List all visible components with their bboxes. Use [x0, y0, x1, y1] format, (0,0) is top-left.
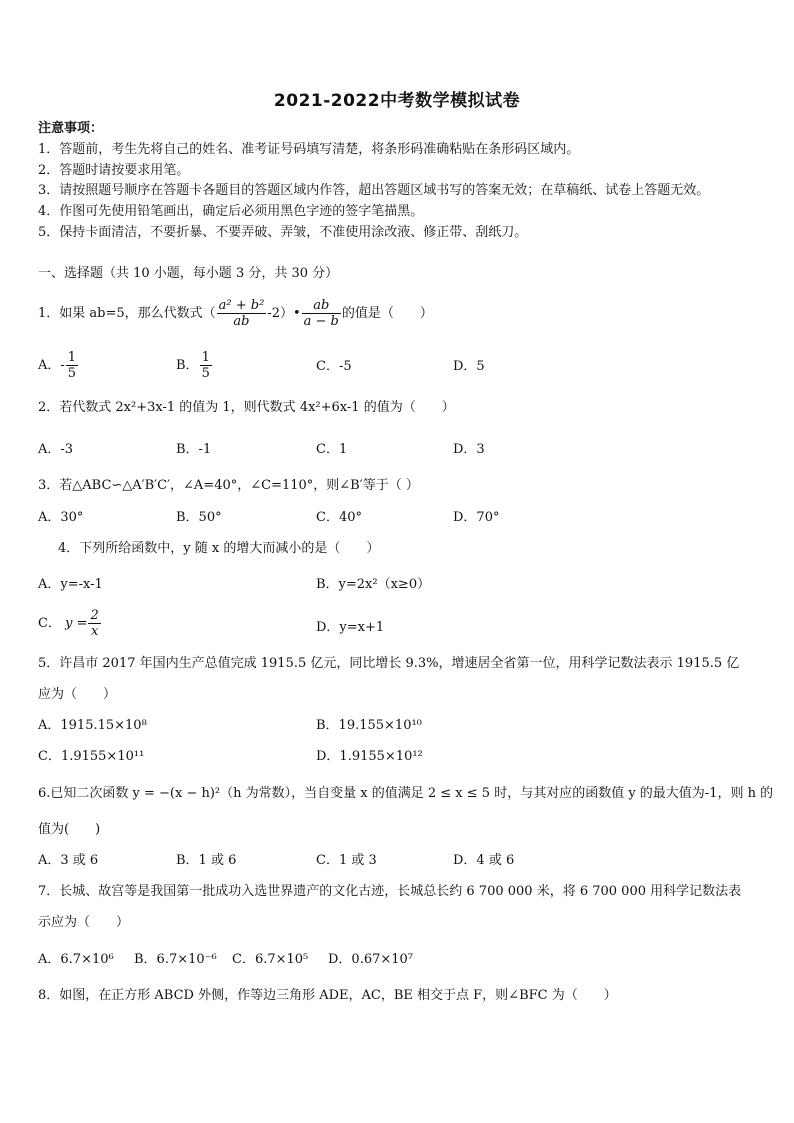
q4-option-b: B．y=2x²（x≥0） [316, 577, 431, 592]
q2-option-b: B．-1 [176, 442, 212, 457]
q4-c-denominator: x [90, 624, 99, 639]
notice-item-4: 4．作图可先使用铅笔画出，确定后必须用黑色字迹的签字笔描黑。 [38, 204, 424, 219]
q1-a-label: A．- [38, 358, 65, 373]
q3-option-c: C．40° [316, 510, 362, 525]
q6-option-d: D．4 或 6 [453, 853, 515, 868]
q1-mid: -2）• [267, 306, 301, 321]
q1-option-c: C．-5 [316, 359, 352, 374]
question-1-stem [38, 298, 433, 329]
q6-option-b: B．1 或 6 [176, 853, 237, 868]
q5-option-a: A．1915.15×10⁸ [38, 718, 147, 733]
question-8-stem: 8．如图，在正方形 ABCD 外侧，作等边三角形 ADE，AC，BE 相交于点 F，则∠BFC 为（ ） [38, 988, 617, 1003]
q1-b-fraction [200, 350, 212, 381]
q4-option-c [38, 608, 102, 639]
q4-c-lhs: y = [65, 616, 88, 631]
question-7-stem-line-2: 示应为（ ） [38, 915, 130, 930]
q7-option-c: C．6.7×10⁵ [232, 952, 309, 967]
q1-option-d: D．5 [453, 359, 485, 374]
q1-suffix: 的值是（ ） [341, 306, 433, 321]
notice-heading: 注意事项： [38, 121, 104, 136]
q2-option-d: D．3 [453, 442, 485, 457]
q3-option-b: B．50° [176, 510, 222, 525]
notice-item-3: 3．请按照题号顺序在答题卡各题目的答题区域内作答，超出答题区域书写的答案无效；在草稿纸、试卷上答题无效。 [38, 183, 710, 198]
q1-frac2-denominator: a − b [303, 314, 339, 329]
question-5-stem-line-1: 5．许昌市 2017 年国内生产总值完成 1915.5 亿元，同比增长 9.3%，增速居全省第一位，用科学记数法表示 1915.5 亿 [38, 656, 740, 671]
q4-c-fraction [88, 608, 100, 639]
q1-b-label: B． [176, 358, 199, 373]
q4-option-a: A．y=-x-1 [38, 577, 103, 592]
q6-option-a: A．3 或 6 [38, 853, 99, 868]
question-3-stem: 3．若△ABC∽△A′B′C′，∠A=40°，∠C=110°，则∠B′等于（ ） [38, 478, 419, 493]
q4-option-d: D．y=x+1 [316, 620, 385, 635]
section-heading: 一、选择题（共 10 小题，每小题 3 分，共 30 分） [38, 266, 339, 281]
q1-frac1-numerator: a² + b² [218, 298, 265, 313]
q1-fraction-2 [302, 298, 341, 329]
question-6-stem-line-2: 值为( ) [38, 822, 101, 837]
notice-item-1: 1．答题前，考生先将自己的姓名、准考证号码填写清楚，将条形码准确粘贴在条形码区域内。 [38, 142, 580, 157]
q7-option-b: B．6.7×10⁻⁶ [134, 952, 217, 967]
q1-option-a [38, 350, 79, 381]
q5-option-b: B．19.155×10¹⁰ [316, 718, 422, 733]
q5-option-d: D．1.9155×10¹² [316, 749, 423, 764]
q4-c-label: C． [38, 616, 61, 631]
q7-option-a: A．6.7×10⁶ [38, 952, 114, 967]
q5-option-c: C．1.9155×10¹¹ [38, 749, 145, 764]
q7-option-d: D．0.67×10⁷ [328, 952, 414, 967]
q3-option-d: D．70° [453, 510, 500, 525]
q1-fraction-1 [217, 298, 267, 329]
q1-a-denominator: 5 [67, 366, 77, 381]
q1-a-fraction [66, 350, 78, 381]
q1-prefix: 1．如果 ab=5，那么代数式（ [38, 306, 216, 321]
exam-title: 2021-2022中考数学模拟试卷 [273, 91, 521, 111]
q1-option-b [176, 350, 213, 381]
q1-a-numerator: 1 [67, 350, 77, 365]
question-7-stem-line-1: 7．长城、故宫等是我国第一批成功入选世界遗产的文化古迹，长城总长约 6 700 000 米，将 6 700 000 用科学记数法表 [38, 884, 742, 899]
q3-option-a: A．30° [38, 510, 84, 525]
question-2-stem: 2．若代数式 2x²+3x-1 的值为 1，则代数式 4x²+6x-1 的值为（ ） [38, 400, 455, 415]
q1-frac2-numerator: ab [302, 298, 341, 314]
notice-item-2: 2．答题时请按要求用笔。 [38, 163, 190, 178]
q6-option-c: C．1 或 3 [316, 853, 377, 868]
question-4-stem: 4．下列所给函数中，y 随 x 的增大而减小的是（ ） [58, 541, 380, 556]
question-6-stem-line-1: 6.已知二次函数 y = −(x − h)²（h 为常数），当自变量 x 的值满足 2 ≤ x ≤ 5 时，与其对应的函数值 y 的最大值为-1，则 h 的 [38, 786, 774, 801]
q1-b-denominator: 5 [201, 366, 210, 381]
q2-option-a: A．-3 [38, 442, 74, 457]
q1-frac1-denominator: ab [233, 314, 250, 329]
notice-item-5: 5．保持卡面清洁，不要折暴、不要弄破、弄皱，不准使用涂改液、修正带、刮纸刀。 [38, 225, 528, 240]
q2-option-c: C．1 [316, 442, 348, 457]
q1-b-numerator: 1 [201, 350, 210, 365]
question-5-stem-line-2: 应为（ ） [38, 687, 117, 702]
q4-c-numerator: 2 [90, 608, 99, 623]
